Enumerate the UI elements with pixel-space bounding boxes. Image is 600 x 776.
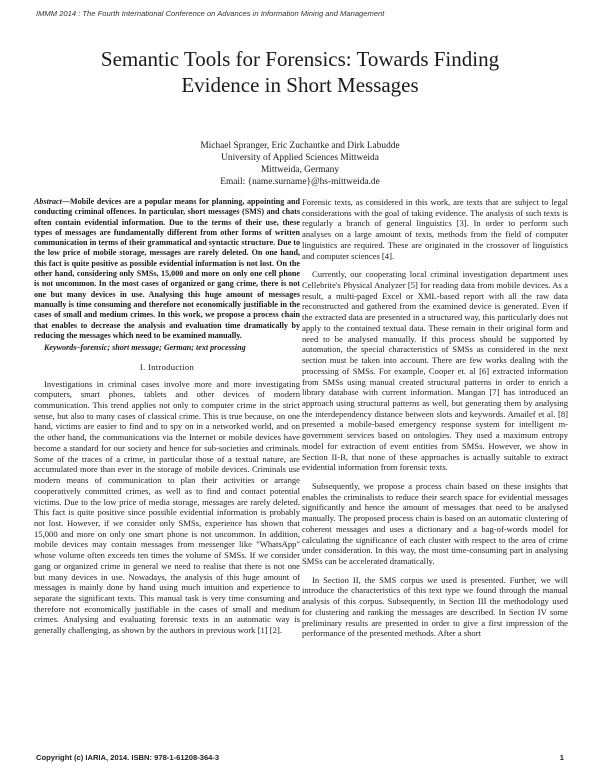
intro-paragraph: Investigations in criminal cases involve more and more investigating computers, smart phones, tablets and other devices of modern communication. This trend applies not only to computer crime in the strict sense, but also to many cases of classical crime. This is true because, on one hand, victims are easier to find and to spy on in a networked world, and on the other hand, the communications via the Internet or mobile devices have become a standard for our society and hence for sub-societies and criminals. Some of the traces of a crime, in particular those of a textual nature, are accumulated more than ever in the storage of mobile devices. Criminals use modern means of communication to plan their activities or arrange cooperatively committed crimes, as well as to find and contact potential victims. Due to the low price of media storage, messages are rarely deleted. This fact is quite positive since possible evidential information is probably not lost. However, if we consider only SMSs, experience has shown that 15,000 and more on only one smart phone is not uncommon. In addition, mobile devices may contain messages from messenger like "WhatsApp" whose volume often exceeds ten times the volume of SMSs. If we consider gang or organized crime in general we need to realise that there is not one but many devices in use. Nowadays, the analysis of this huge amount of messages is mainly done by hand using much intuition and experience to separate the significant texts. This manual task is very time consuming and therefore not economically justifiable in the cases of small and medium crimes. Analysing and evaluating forensic texts in an automatic way is generally challenging, as shown by the authors in previous work [1] [2].	[34, 378, 300, 636]
left-column	[34, 197, 300, 636]
author-block	[0, 140, 600, 188]
keywords: Keywords–forensic; short message; German; text processing	[44, 343, 246, 353]
right-paragraph-2: Currently, our cooperating local criminal investigation department uses Cellebrite's Physical Analyzer [5] for reading data from mobile devices. As a result, a multi-paged Excel or XML-based report with all the raw data reconstructed and gathered from the examined device is generated. Even if the extracted data are presented in a structured way, this particularly does not apply to the contained textual data. These remain in their original form and need to be analysed manually. If this process should be supported by automation, the special characteristics of SMSs as considered in the next section must be taken into account. There are few works dealing with the processing of SMSs. For example, Cooper et. al [6] extracted information from SMSs using manual created structural patterns in order to enrich a library database with current information. Mangan [7] has introduced an approach using structural patterns as well, but generating them by analysing the interdependency distance between slots and keywords. Amailef et al. [8] presented a mobile-based emergency response system for intelligent m-government services based on ontologies. They used a maximum entropy model for extraction of event entities from SMSs. However, we show in Section II-B, that none of these approaches is actually suitable to extract evidential information from forensic texts.	[302, 269, 568, 473]
copyright: Copyright (c) IARIA, 2014. ISBN: 978-1-61208-364-3	[36, 753, 220, 762]
abstract	[34, 197, 300, 341]
page-number: 1	[559, 753, 564, 762]
author-names: Michael Spranger, Eric Zuchantke and Dirk Labudde	[200, 141, 400, 151]
page-footer	[36, 753, 564, 762]
conference-header: IMMM 2014 : The Fourth International Conference on Advances in Information Mining and Management	[36, 9, 385, 18]
paper-title	[0, 46, 600, 98]
right-column	[302, 197, 568, 639]
abstract-text: —Mobile devices are a popular means for planning, appointing and conducting criminal offences. In particular, short messages (SMS) and chats often contain evidential information. Due to the terms of their use, these types of messages are fundamentally different from other forms of written communication in terms of their grammatical and syntactic structure. Due to the low price of mobile storage, messages are rarely deleted. On one hand, this fact is quite positive as possible evidential information is not lost. On the other hand, considering only SMSs, 15,000 and more on only one cell phone is not uncommon. In the most cases of organized or gang crime, there is not one but many devices in use. Analysing this huge amount of messages manually is time consuming and therefore not economically justifiable in the cases of small and medium crimes. In this work, we propose a process chain that enables to decrease the analysis and evaluation time dramatically by reducing the messages which need to be examined manually.	[34, 197, 300, 340]
right-paragraph-1: Forensic texts, as considered in this work, are texts that are subject to legal considerations with the goal of taking evidence. The analysis of such texts is regularly a branch of general linguistics [3]. In order to perform such analyses on a large amount of texts, methods from the field of computer linguistics are required. These are originated in the crossover of linguistics and computer sciences [4].	[302, 197, 568, 261]
right-paragraph-4: In Section II, the SMS corpus we used is presented. Further, we will introduce the characteristics of this text type we found through the manual analysis of this corpus. Subsequently, in Section III the methodology used for clustering and ranking the messages are described. In Section IV some preliminary results are presented in order to give a first impression of the performance of the presented methods. After a short	[302, 574, 568, 639]
title-line-2: Evidence in Short Messages	[181, 73, 419, 97]
location: Mittweida, Germany	[260, 165, 340, 175]
section-heading: I. Introduction	[139, 361, 195, 372]
right-paragraph-3: Subsequently, we propose a process chain based on these insights that enables the criminalists to reduce their search space for evidential messages significantly and hence the amount of messages that need to be analysed manually. The proposed process chain is based on an automatic clustering of coherent messages and uses a dictionary and a bag-of-words model for calculating the significance of each cluster with respect to the area of crime under consideration. In this way, the most time-consuming part in analysing SMSs can be accelerated dramatically.	[302, 480, 568, 566]
affiliation: University of Applied Sciences Mittweida	[221, 153, 379, 163]
email: Email: {name.surname}@hs-mittweida.de	[220, 177, 380, 187]
title-line-1: Semantic Tools for Forensics: Towards Finding	[100, 47, 500, 71]
abstract-label: Abstract	[34, 197, 62, 206]
